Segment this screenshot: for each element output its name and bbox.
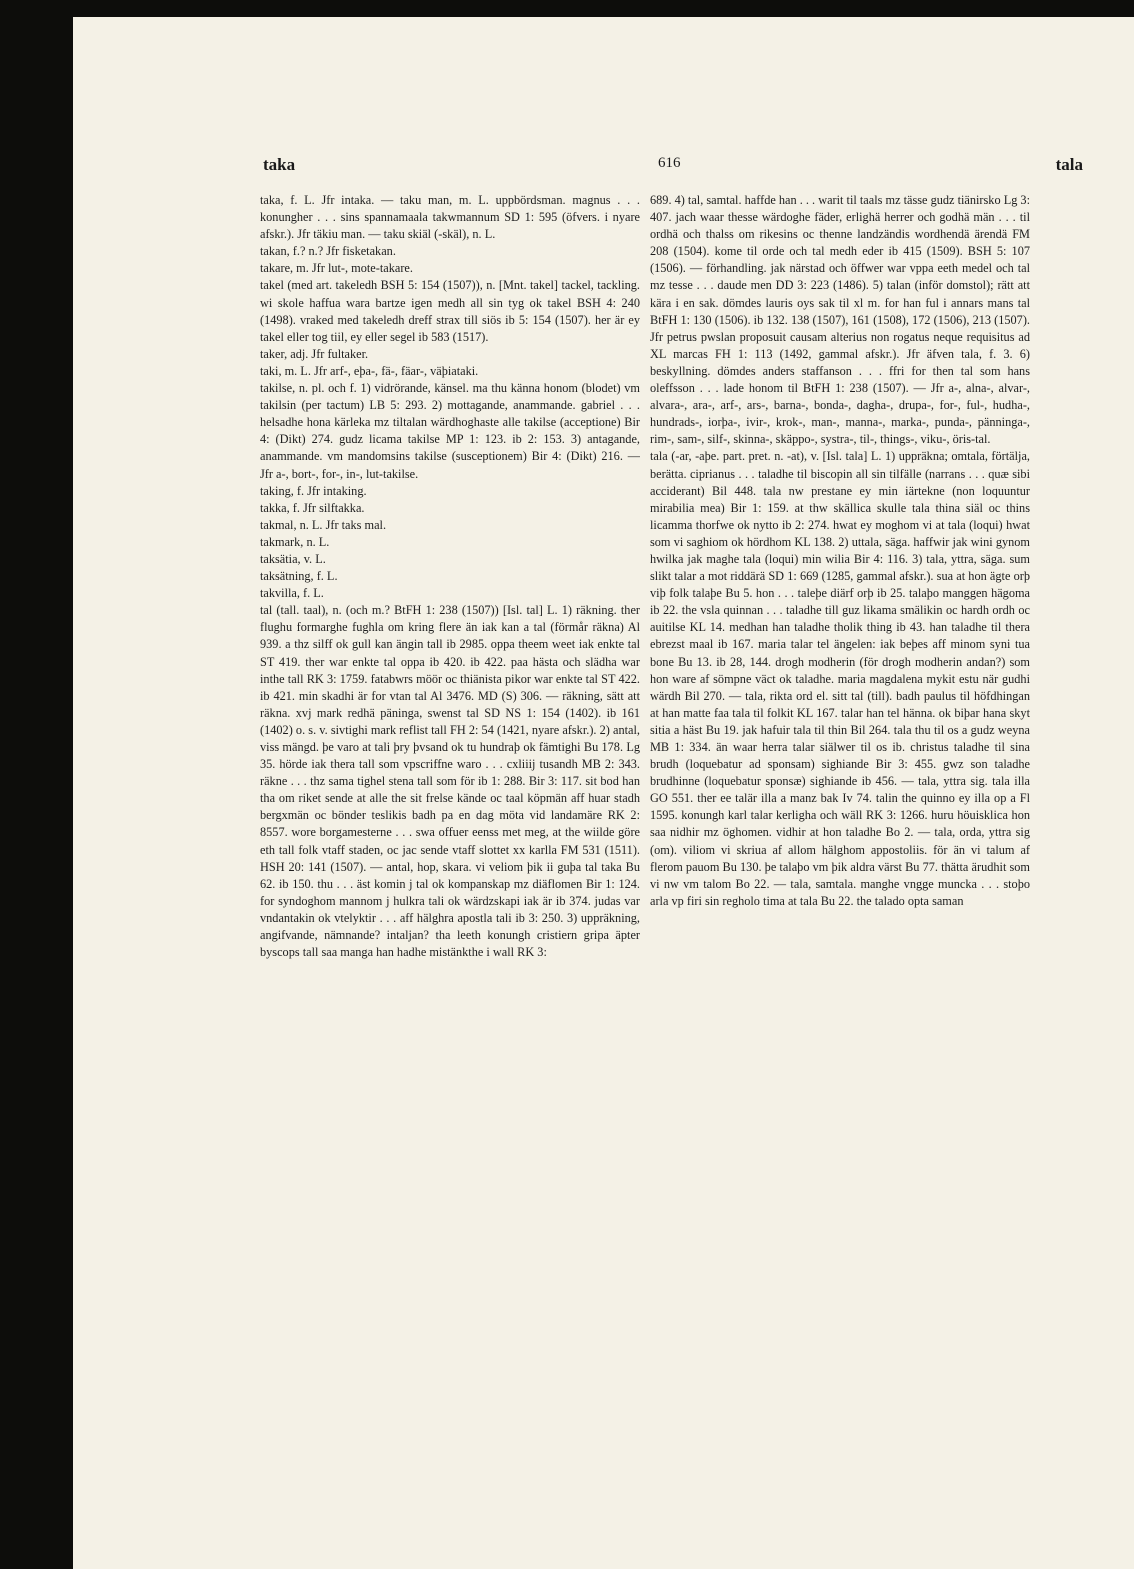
entry-takmark: takmark, n. L.: [260, 534, 330, 549]
entry-takka: takka, f. Jfr silftakka.: [260, 500, 365, 515]
left-column: [260, 192, 640, 1407]
entry-takan: takan, f.? n.? Jfr fisketakan.: [260, 244, 396, 259]
entry-tal: tal (tall. taal), n. (och m.? BtFH 1: 238 (1507)) [Isl. tal] L. 1) räkning. ther flughu formarghe fughla om kring flere än iak kan a tal (förmår räkna) Al 939. a thz silff ok gull kan ängin tall ib 2985. oppa theem weet iak enkte tal ST 419. ther war enkte tal oppa ib 420. ib 422. paa hästa och slädha war inthe tall RK 3: 1759. fatabwrs möör oc thiänista pikor war enkte tal ST 422. ib 421. min skadhi är for vtan tal Al 3476. MD (S) 306. — räkning, sätt att räkna. xvj mark redhä päninga, swenst tal SD NS 1: 154 (1402). ib 161 (1402) o. s. v. sivtighi mark reflist tall FH 2: 54 (1421, nyare afskr.). 2) antal, viss mängd. þe varo at tali þry þvsand ok tu hundraþ ok fämtighi Bu 178. Lg 35. hörde iak thera tall som vpscriffne waro . . . cxliiij tusandh MB 2: 343. räkne . . . thz sama tighel stena tall som för ib 1: 288. Bir 3: 117. sit bod han tha om riket sende at alle the sit frelse kände oc taal köpmän aff huar stadh bergxmän oc bönder teslikis badh pa en dag möta vid landamäre RK 2: 8557. wore borgamesterne . . . swa offuer eenss met meg, at the wiilde göre eth tall folk vtaff staden, oc jac sende vtaff slottet xx karlla FM 531 (1511). HSH 20: 141 (1507). — antal, hop, skara. vi veliom þik ii guþa tal taka Bu 62. ib 150. thu . . . äst komin j tal ok kompanskap mz diäflomen Bir 1: 124. for syndoghom mannom j hulkra tali ok wärdzskapi iak är ib 374. judas var vndantakin ok vtelyktir . . . aff hälghra apostla tali ib 3: 250. 3) uppräkning, angifvande, nämnande? intaljan? tha leeth konungh cristiern gripa äpter byscops tall saa manga han hadhe mistänkthe i wall RK 3:: [260, 603, 640, 960]
entry-taker: taker, adj. Jfr fultaker.: [260, 346, 369, 361]
entry-takmal: takmal, n. L. Jfr taks mal.: [260, 517, 387, 532]
entry-taki: taki, m. L. Jfr arf-, eþa-, fä-, fäar-, väþiataki.: [260, 363, 479, 378]
entry-taksatning: taksätning, f. L.: [260, 569, 338, 584]
page-header: [263, 155, 1083, 177]
dictionary-page: [73, 17, 1134, 1569]
entry-taking: taking, f. Jfr intaking.: [260, 483, 367, 498]
entry-tala: tala (-ar, -aþe. part. pret. n. -at), v. [Isl. tala] L. 1) uppräkna; omtala, förtälja, berätta. ciprianus . . . taladhe til biscopin all sin tilfälle (narrans . . . quæ sibi acciderant) Bil 448. tala nw prestane ey min iärtekne (non loquuntur mirabilia mea) Bir 1: 159. at thw skällica skulle tala thina siäl oc thins licamma thorfwe ok nytto ib 2: 274. hwat ey moghom vi at tala (loqui) hwat som vi saghiom ok hördhom KL 138. 2) uttala, säga. haffwir jak wini gynom hwilka jak maghe tala (loqui) min wilia Bir 4: 116. 3) tala, yttra, säga. sum slikt talar a mot riddärä SD 1: 669 (1285, gammal afskr.). sua at hon ägte orþ viþ folk talaþe Bu 5. hon . . . taleþe diärf orþ ib 25. talaþo manggen hägoma ib 22. the vsla quinnan . . . taladhe till guz likama smälikin oc hardh ordh oc auitilse KL 14. medhan han taladhe tholik thing ib 43. han taladhe til thera ebrezst maal ib 167. maria talar tel ängelen: iak beþes aff minom syni tua bone Bu 13. ib 28, 144. drogh modherin (för drogh modherin andan?) som hon ware af sömpne väct ok taladhe. maria magdalena mykit estu när gudhi wärdh Bil 270. — tala, rikta ord el. sitt tal (till). badh paulus til höfdhingan at han matte faa tala til folkit KL 167. talar han tel hänna. ok biþar hana skyt sitia a häst Bu 19. jak hafuir tala til thin Bil 264. tala thu til os a gudz weyna MB 1: 334. än waar herra talar siälwer til os ib. christus taladhe til sina brudh (loquebatur ad sponsam) sighiande Bir 3: 455. gwz son taladhe brudhinne (loquebatur sponsæ) sighiande ib 456. — tala, yttra sig. tala illa GO 551. ther ee talär illa a manz bak Iv 74. talin the quinno ey illa op a Fl 1595. konungh karl talar kerligha och wäll RK 3: 1266. huru höuiskliса hon saa nidhir mz öghomen. vidhir at hon taladhe Bo 2. — tala, orda, yttra sig (om). viliom vi skriua af allom hälghom appostoliis. för än vi talum af flerom pauom Bu 130. þe talaþo vm þik aldra värst Bu 77. thätta ärudhit som vi nw vm talom Bo 22. — tala, samtala. manghe vngge muncka . . . stoþo arla vp firi sin regholo tima at tala Bu 22. the talado opta saman: [650, 449, 1030, 908]
entry-taka: taka, f. L. Jfr intaka. — taku man, m. L. uppbördsman. magnus . . . konungher . . . sins spannamaala takwmannum SD 1: 595 (öfvers. i nyare afskr.). Jfr täkiu man. — taku skiäl (-skäl), n. L.: [260, 193, 640, 242]
entry-takilse: takilse, n. pl. och f. 1) vidrörande, känsel. ma thu känna honom (blodet) vm takilsin (per tactum) LB 5: 293. 2) mottagande, anammande. gabriel . . . helsadhe hona kärleka mz tiltalan wärdhoghaste alle takilse (acceptione) Bir 4: (Dikt) 274. gudz licama takilse MP 1: 123. ib 2: 153. 3) antagande, anammande. vm mandomsins takilse (susceptionem) Bir 4: (Dikt) 216. — Jfr a-, bort-, for-, in-, lut-takilse.: [260, 381, 640, 481]
entry-taksatia: taksätia, v. L.: [260, 551, 326, 566]
page-number: 616: [658, 155, 681, 171]
entry-takare: takare, m. Jfr lut-, mote-takare.: [260, 261, 413, 276]
header-left-word: taka: [263, 155, 296, 174]
entry-takel: takel (med art. takeledh BSH 5: 154 (1507)), n. [Mnt. takel] tackel, tackling. wi skole haffua wara bartze igen medh all sin tyg ok takel BSH 4: 240 (1498). vraked med takeledh dreff strax till siös ib 5: 154 (1507). her är ey takel eller tog tiil, ey eller segel ib 583 (1517).: [260, 278, 640, 344]
entry-tal-continued: 689. 4) tal, samtal. haffde han . . . warit til taals mz tässe gudz tiänirsko Lg 3: 407. jach waar thesse wärdoghe fäder, erlighä herrer och godhä män . . . til ordhä och thalss om rikesins oc thenne landzändis wordhendä ärendä FM 208 (1504). kome til orde och tal medh eder ib 415 (1509). BSH 5: 107 (1506). — förhandling. jak närstad och öffwer war vppa eeth medel och tal mz tesse . . . daude men DD 3: 223 (1486). 5) talan (inför domstol); rätt att kära i en sak. dömdes lauris oys sak til xl m. for han ful i annars mans tal BtFH 1: 130 (1506). ib 132. 138 (1507), 161 (1508), 172 (1506), 213 (1507). Jfr petrus pwslan proposuit causam alterius non rogatus neque requisitus ad XL marcas FH 1: 113 (1492, gammal afskr.). Jfr äfven tala, f. 3. 6) beskyllning. dömdes anders staffanson . . . ffri for then tal som hans oleffsson . . . lade honom til BtFH 1: 238 (1507). — Jfr a-, alna-, alvar-, alvara-, ara-, arf-, ars-, barna-, bonda-, dagha-, drupa-, for-, ful-, hudha-, hundrads-, iorþa-, ivir-, krok-, man-, manna-, marka-, punda-, pänninga-, rim-, sam-, silf-, skinna-, skäppo-, systra-, til-, things-, viku-, öris-tal.: [650, 193, 1030, 447]
right-column: [650, 192, 1030, 1407]
entry-takvilla: takvilla, f. L.: [260, 586, 324, 601]
header-right-word: tala: [1055, 155, 1083, 174]
